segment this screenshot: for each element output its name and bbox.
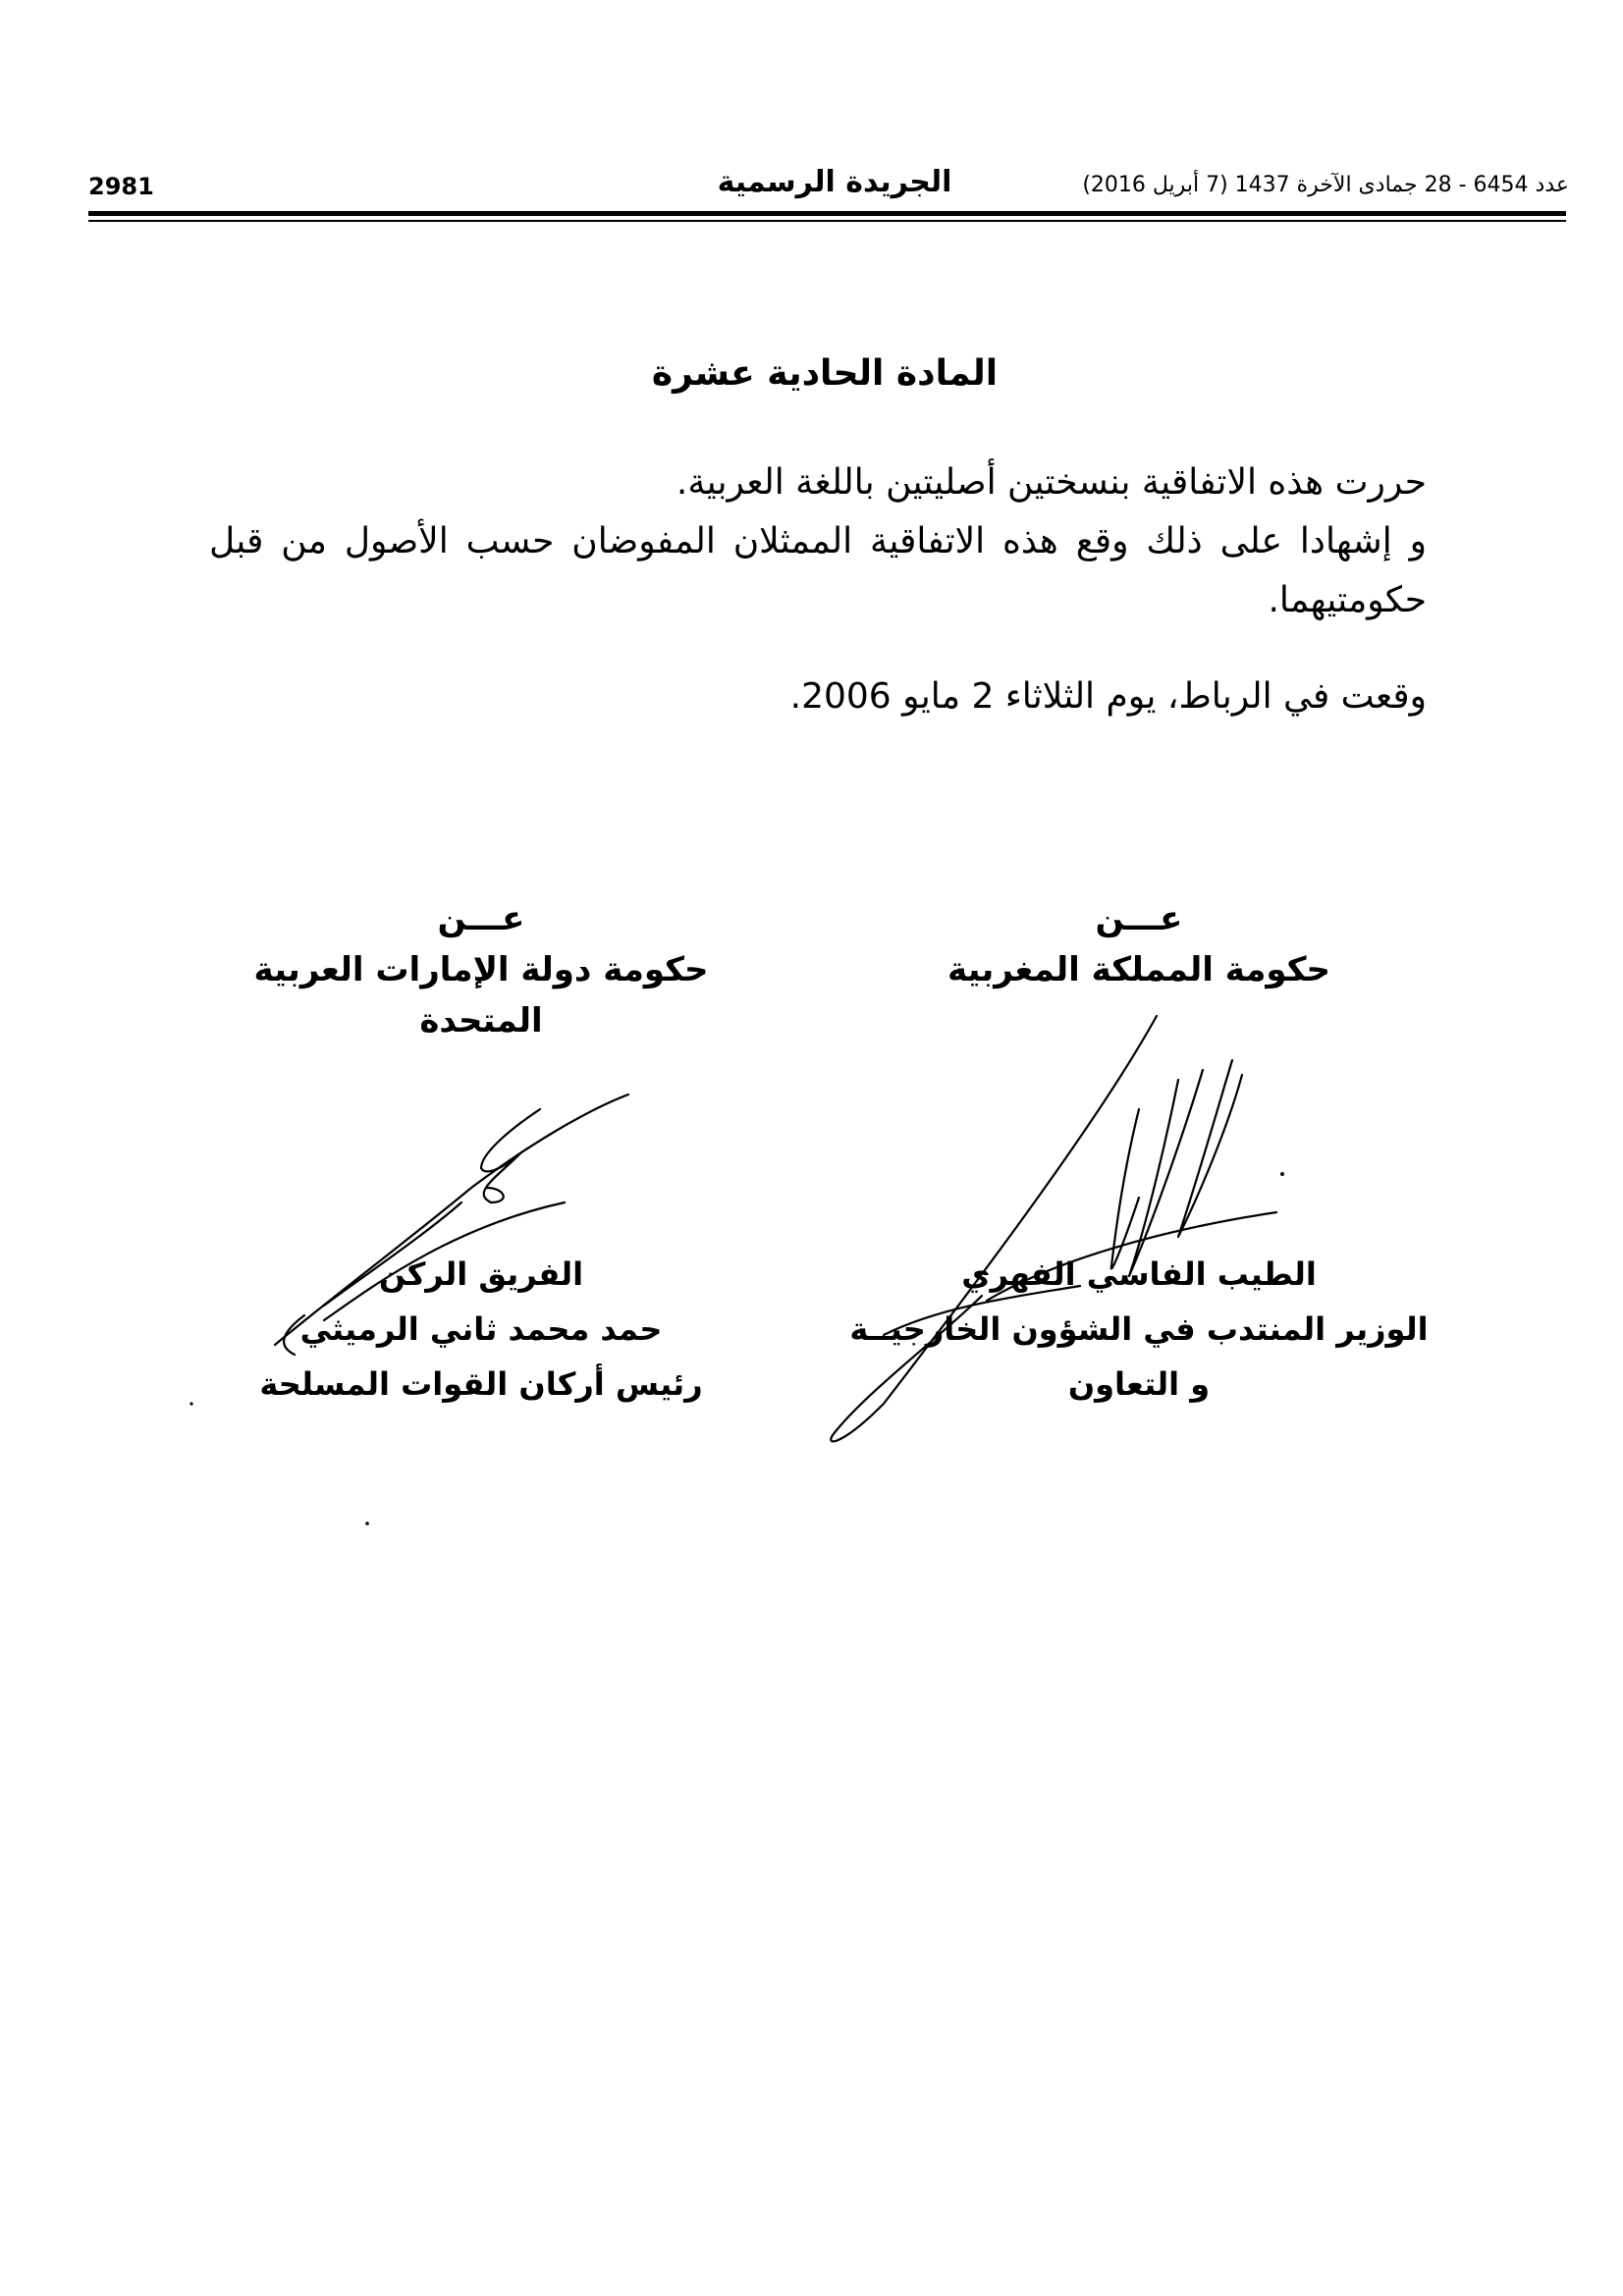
signer-title-line-2: و التعاون [1067,1365,1211,1403]
on-behalf-label: عـــن [1095,899,1183,938]
signer-morocco [835,1247,1443,1412]
signatory-morocco-header [864,893,1414,995]
signatory-uae-header [206,893,756,1046]
government-uae-line-1: حكومة دولة الإمارات العربية [253,950,709,989]
signer-name: حمد محمد ثاني الرميثي [299,1310,663,1348]
government-morocco: حكومة المملكة المغربية [947,950,1331,989]
paragraph-originals: حررت هذه الاتفاقية بنسختين أصليتين باللغة العربية. [676,462,1427,503]
article-heading: المادة الحادية عشرة [651,353,999,394]
page-number: 2981 [88,173,154,200]
signer-uae [226,1247,736,1412]
government-uae-line-2: المتحدة [419,1001,543,1041]
signer-name: الطيب الفاسي الفهري [961,1255,1317,1293]
on-behalf-label: عـــن [437,899,525,938]
header-rule-thin [88,220,1566,222]
signer-rank: الفريق الركن [378,1255,584,1293]
signer-title: رئيس أركان القوات المسلحة [259,1365,703,1403]
paragraph-signed-place-date: وقعت في الرباط، يوم الثلاثاء 2 مايو 2006. [789,676,1427,717]
gazette-title: الجريدة الرسمية [717,165,952,199]
paragraph-witness: و إشهادا على ذلك وقع هذه الاتفاقية الممثلان المفوضان حسب الأصول من قبل حكومتيهما. [209,521,1427,620]
issue-info: عدد 6454 - 28 جمادى الآخرة 1437 (7 أبريل 2016) [1082,173,1569,197]
header-rule-thick [88,211,1566,216]
signer-title-line-1: الوزير المنتدب في الشؤون الخارجيــة [849,1310,1429,1348]
